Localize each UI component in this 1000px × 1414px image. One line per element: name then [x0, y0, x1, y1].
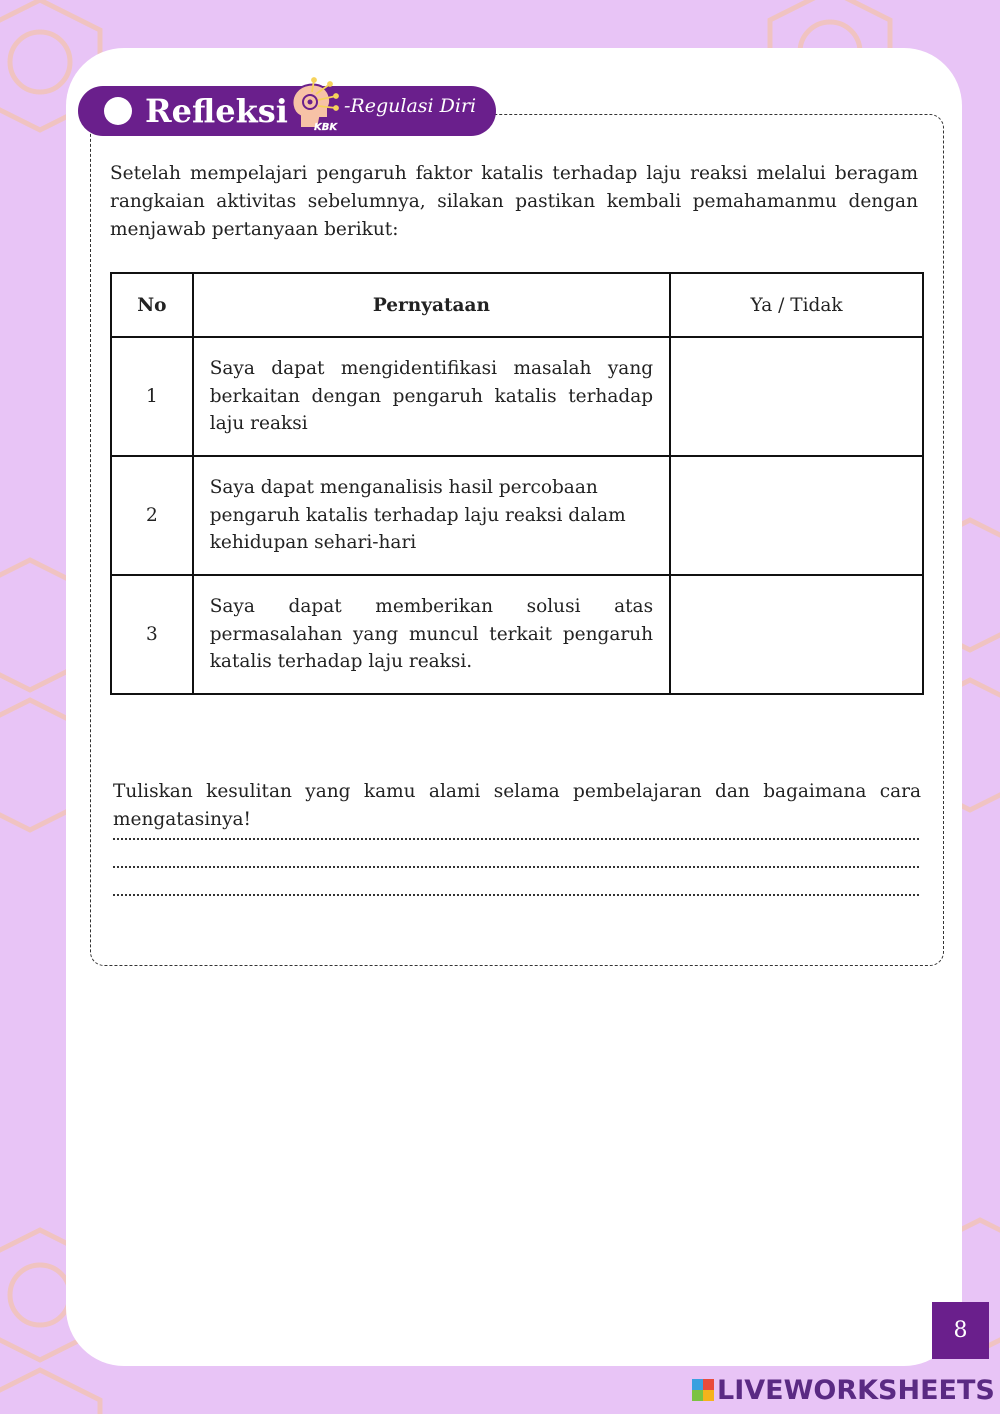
table-header-row	[111, 273, 923, 337]
bullet-dot-icon	[104, 97, 132, 125]
row-statement	[193, 337, 670, 456]
answer-line[interactable]	[113, 838, 919, 840]
table-row	[111, 337, 923, 456]
statement-text: Saya dapat mengidentifikasi masalah yang berkaitan dengan pengaruh katalis terhadap laju reaksi	[209, 358, 654, 435]
answer-line[interactable]	[113, 866, 919, 868]
statement-text: Saya dapat menganalisis hasil percobaan pengaruh katalis terhadap laju reaksi dalam kehidupan sehari-hari	[209, 477, 626, 554]
table-row	[111, 456, 923, 575]
section-subtitle: -Regulasi Diri	[344, 95, 477, 117]
page-number: 8	[932, 1302, 989, 1359]
table-row	[111, 575, 923, 694]
reflection-table	[110, 272, 924, 695]
kbk-badge-text: KBK	[314, 122, 338, 133]
reflection-header-banner	[78, 86, 496, 136]
brand-name: LIVEWORKSHEETS	[717, 1374, 995, 1406]
row-number: 3	[111, 575, 193, 694]
row-statement	[193, 575, 670, 694]
answer-cell[interactable]	[670, 337, 923, 456]
header-yes-no: Ya / Tidak	[670, 273, 923, 337]
liveworksheets-logo-icon	[692, 1379, 714, 1401]
row-number: 1	[111, 337, 193, 456]
intro-paragraph: Setelah mempelajari pengaruh faktor katalis terhadap laju reaksi melalui beragam rangkaian aktivitas sebelumnya, silakan pastikan kembali pemahamanmu dengan menjawab pertanyaan berikut:	[110, 163, 918, 240]
row-statement	[193, 456, 670, 575]
brain-head-kbk-icon	[286, 76, 342, 134]
answer-cell[interactable]	[670, 575, 923, 694]
header-no: No	[111, 273, 193, 337]
section-title: Refleksi	[145, 92, 288, 130]
liveworksheets-brand	[692, 1374, 995, 1406]
answer-cell[interactable]	[670, 456, 923, 575]
statement-text: Saya dapat memberikan solusi atas permasalahan yang muncul terkait pengaruh katalis terhadap laju reaksi.	[209, 596, 654, 673]
answer-line[interactable]	[113, 894, 919, 896]
header-statement: Pernyataan	[193, 273, 670, 337]
difficulty-question: Tuliskan kesulitan yang kamu alami selama pembelajaran dan bagaimana cara mengatasinya!	[113, 781, 921, 830]
row-number: 2	[111, 456, 193, 575]
